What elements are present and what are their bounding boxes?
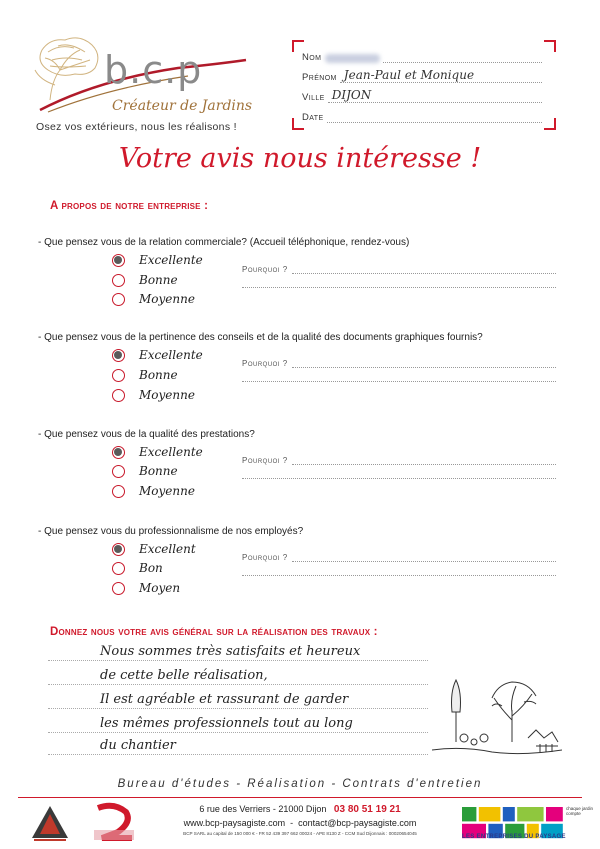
pourquoi-q4[interactable] <box>242 550 556 576</box>
option-q2-1[interactable] <box>112 347 203 363</box>
prenom-value: Jean-Paul et Monique <box>343 68 475 82</box>
pourquoi-label: Pourquoi ? <box>242 553 288 562</box>
brand-tagline: Osez vos extérieurs, nous les réalisons ! <box>36 121 237 133</box>
pourquoi-label: Pourquoi ? <box>242 359 288 368</box>
pourquoi-line[interactable] <box>292 457 556 465</box>
entreprises-paysage-name: LES ENTREPRISES DU PAYSAGE <box>462 834 566 840</box>
section-heading-entreprise: A propos de notre entreprise : <box>50 200 209 212</box>
prenom-row <box>302 66 542 83</box>
option-q4-3[interactable] <box>112 580 180 596</box>
footer-legal: BCP SARL au capital de 150 000 € - FR 52 439 397 662 00024 - APE 8130 Z - CCM Sud Dijonnais : 00020654045 <box>183 831 417 836</box>
footer-slogan: Bureau d'études - Réalisation - Contrats d'entretien <box>117 778 483 790</box>
pourquoi-line[interactable] <box>242 381 556 382</box>
radio-checked-icon[interactable] <box>112 349 125 362</box>
radio-checked-icon[interactable] <box>112 254 125 267</box>
option-q2-2[interactable] <box>112 367 178 383</box>
avis-line[interactable] <box>48 732 428 733</box>
pourquoi-line[interactable] <box>242 287 556 288</box>
option-q4-1[interactable] <box>112 541 196 557</box>
brand-subtitle: Créateur de Jardins <box>112 98 253 114</box>
ville-value: DIJON <box>331 88 372 102</box>
partner-logo-icon <box>92 802 136 842</box>
pourquoi-line[interactable] <box>242 478 556 479</box>
pourquoi-line[interactable] <box>292 360 556 368</box>
footer-email-link[interactable]: contact@bcp-paysagiste.com <box>298 818 417 828</box>
footer-phone[interactable]: 03 80 51 19 21 <box>333 804 401 815</box>
option-label: Moyenne <box>139 388 195 402</box>
footer-divider <box>18 797 582 798</box>
option-label: Bonne <box>139 464 178 478</box>
pourquoi-line[interactable] <box>292 266 556 274</box>
avis-text-line: de cette belle réalisation, <box>100 668 268 683</box>
pourquoi-q3[interactable] <box>242 453 556 479</box>
option-label: Moyen <box>139 581 181 595</box>
option-label: Moyenne <box>139 484 195 498</box>
option-label: Bonne <box>139 273 178 287</box>
box-corner <box>544 40 556 52</box>
brand-name: b.c.p <box>104 48 203 92</box>
client-info-box <box>292 40 556 130</box>
avis-line[interactable] <box>48 660 428 661</box>
option-label: Moyenne <box>139 292 195 306</box>
radio-icon[interactable] <box>112 389 125 402</box>
question-2: - Que pensez vous de la pertinence des conseils et de la qualité des documents graphiques fournis? <box>38 332 483 343</box>
avis-text-line: Nous sommes très satisfaits et heureux <box>100 644 361 659</box>
date-label: Date <box>302 112 324 123</box>
box-corner <box>544 118 556 130</box>
avis-text-line: Il est agréable et rassurant de garder <box>100 692 349 707</box>
option-label: Bon <box>139 561 163 575</box>
nom-label: Nom <box>302 52 322 63</box>
radio-checked-icon[interactable] <box>112 446 125 459</box>
option-q2-3[interactable] <box>112 387 195 403</box>
option-label: Excellent <box>139 542 196 556</box>
option-q1-1[interactable] <box>112 252 203 268</box>
question-1: - Que pensez vous de la relation commerciale? (Accueil téléphonique, rendez-vous) <box>38 237 410 248</box>
question-4: - Que pensez vous du professionnalisme de nos employés? <box>38 526 304 537</box>
radio-icon[interactable] <box>112 274 125 287</box>
pourquoi-q2[interactable] <box>242 356 556 382</box>
nom-field[interactable] <box>383 51 542 63</box>
entreprises-paysage-motto: chaque jardin compte <box>566 806 594 816</box>
avis-line[interactable] <box>48 754 428 755</box>
option-q4-2[interactable] <box>112 560 163 576</box>
option-label: Excellente <box>139 348 203 362</box>
avis-line[interactable] <box>48 684 428 685</box>
prenom-field[interactable] <box>340 68 542 83</box>
ville-row <box>302 86 542 103</box>
pourquoi-line[interactable] <box>242 575 556 576</box>
radio-icon[interactable] <box>112 562 125 575</box>
pourquoi-label: Pourquoi ? <box>242 265 288 274</box>
radio-icon[interactable] <box>112 582 125 595</box>
date-field[interactable] <box>327 111 542 123</box>
date-row <box>302 106 542 123</box>
avis-text-line: du chantier <box>100 738 176 753</box>
nom-row <box>302 46 542 63</box>
footer-address: 6 rue des Verriers - 21000 Dijon <box>199 804 327 814</box>
footer-web-link[interactable]: www.bcp-paysagiste.com <box>183 818 286 828</box>
redacted-name <box>325 54 380 63</box>
garden-illustration-icon <box>432 672 562 762</box>
pourquoi-label: Pourquoi ? <box>242 456 288 465</box>
pourquoi-line[interactable] <box>292 554 556 562</box>
section-heading-avis: Donnez nous votre avis général sur la réalisation des travaux : <box>50 626 378 638</box>
option-q1-3[interactable] <box>112 291 195 307</box>
option-label: Excellente <box>139 253 203 267</box>
certification-badge-icon <box>30 804 70 842</box>
option-label: Bonne <box>139 368 178 382</box>
option-q3-1[interactable] <box>112 444 203 460</box>
footer-address-line <box>160 804 440 815</box>
footer-contact-line: www.bcp-paysagiste.com - contact@bcp-paysagiste.com <box>183 818 417 828</box>
radio-checked-icon[interactable] <box>112 543 125 556</box>
option-label: Excellente <box>139 445 203 459</box>
ville-field[interactable] <box>328 88 542 103</box>
radio-icon[interactable] <box>112 485 125 498</box>
prenom-label: Prénom <box>302 72 337 83</box>
radio-icon[interactable] <box>112 465 125 478</box>
option-q3-2[interactable] <box>112 463 178 479</box>
option-q1-2[interactable] <box>112 272 178 288</box>
radio-icon[interactable] <box>112 369 125 382</box>
avis-text-line: les mêmes professionnels tout au long <box>100 716 353 731</box>
radio-icon[interactable] <box>112 293 125 306</box>
question-3: - Que pensez vous de la qualité des prestations? <box>38 429 255 440</box>
option-q3-3[interactable] <box>112 483 195 499</box>
avis-line[interactable] <box>48 708 428 709</box>
pourquoi-q1[interactable] <box>242 262 556 288</box>
ville-label: Ville <box>302 92 325 103</box>
page-title: Votre avis nous intéresse ! <box>118 143 482 174</box>
